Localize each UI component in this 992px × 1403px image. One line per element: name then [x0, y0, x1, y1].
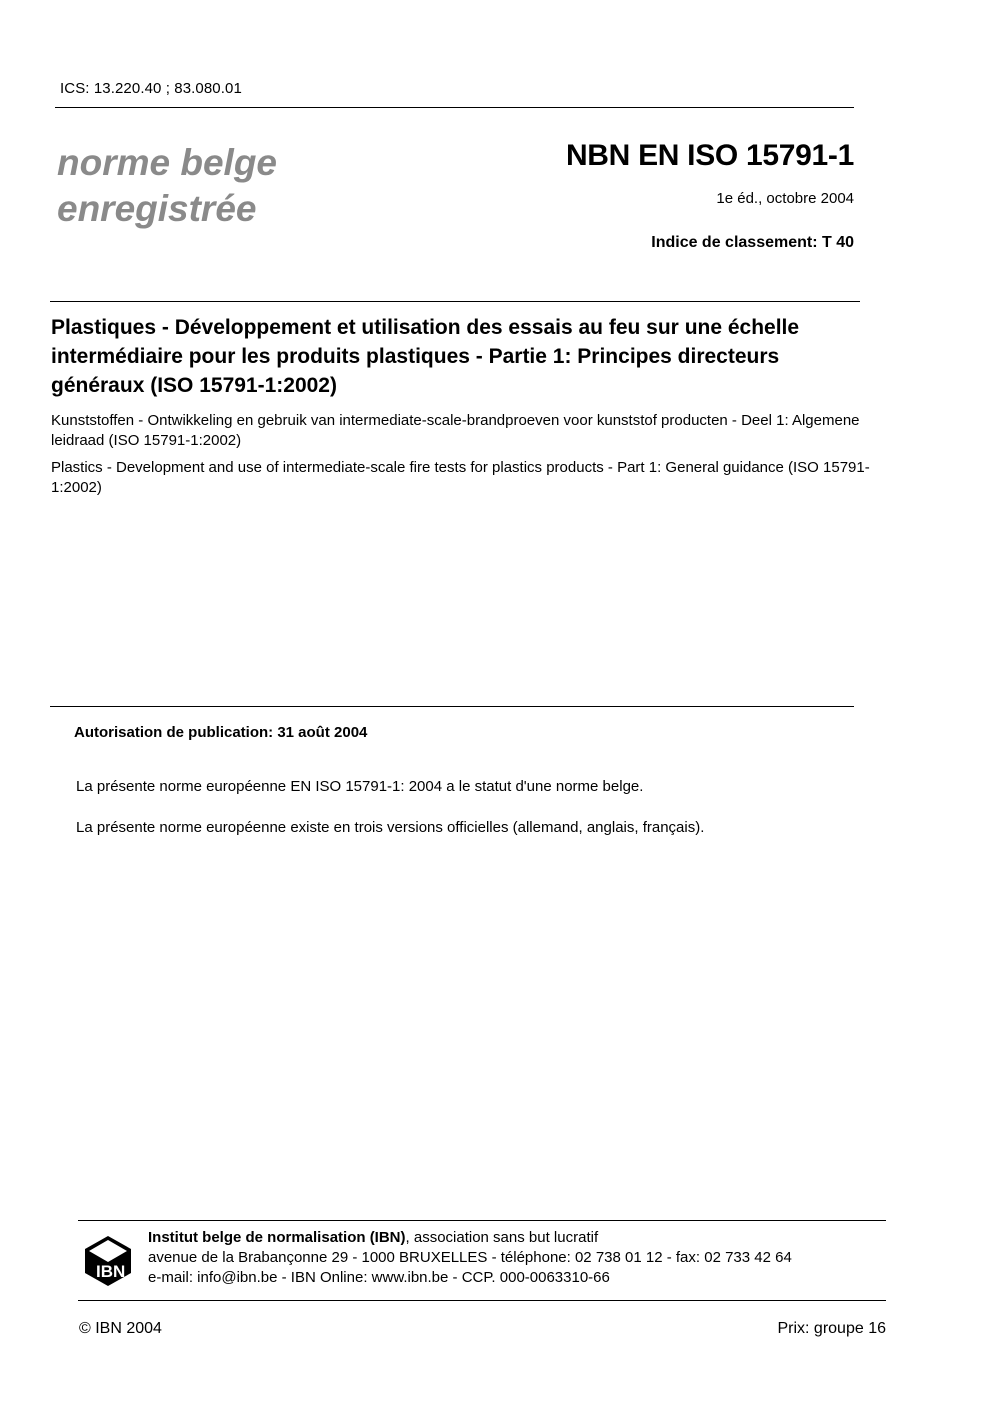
- ibn-logo-icon: [83, 1235, 133, 1287]
- edition-date: 1e éd., octobre 2004: [716, 190, 854, 207]
- divider-footer-bottom: [78, 1300, 886, 1301]
- divider-title: [50, 301, 860, 302]
- institute-name: Institut belge de normalisation (IBN): [148, 1229, 406, 1246]
- title-dutch: Kunststoffen - Ontwikkeling en gebruik van intermediate-scale-brandproeven voor kunststof producten - Deel 1: Algemene leidraad (ISO 15791-1:2002): [51, 412, 860, 449]
- classification-index: Indice de classement: T 40: [651, 234, 854, 251]
- versions-note: La présente norme européenne existe en trois versions officielles (allemand, anglais, français).: [76, 819, 705, 836]
- title-french: Plastiques - Développement et utilisation des essais au feu sur une échelle intermédiaire pour les produits plastiques - Partie 1: Principes directeurs généraux (ISO 15791-1:2002): [51, 316, 800, 397]
- brand-line-2: enregistrée: [57, 188, 257, 229]
- title-english: Plastics - Development and use of intermediate-scale fire tests for plastics products - Part 1: General guidance (ISO 15791-1:2002): [51, 459, 870, 496]
- brand-line-1: norme belge: [57, 142, 277, 183]
- institute-heading: [148, 1228, 792, 1248]
- price-group: Prix: groupe 16: [777, 1320, 886, 1337]
- divider-publication: [50, 706, 854, 707]
- divider-footer-top: [78, 1220, 886, 1221]
- divider-top: [55, 107, 854, 108]
- status-note: La présente norme européenne EN ISO 15791-1: 2004 a le statut d'une norme belge.: [76, 778, 644, 795]
- standard-number: NBN EN ISO 15791-1: [565, 139, 854, 172]
- institute-info: [148, 1228, 792, 1288]
- institute-description: , association sans but lucratif: [405, 1229, 599, 1246]
- institute-address: avenue de la Brabançonne 29 - 1000 BRUXELLES - téléphone: 02 738 01 12 - fax: 02 733 42 64: [148, 1249, 792, 1266]
- copyright: © IBN 2004: [79, 1320, 162, 1337]
- logo-text: IBN: [96, 1262, 126, 1281]
- institute-contact: e-mail: info@ibn.be - IBN Online: www.ibn.be - CCP. 000-0063310-66: [148, 1269, 610, 1286]
- publication-authorization: Autorisation de publication: 31 août 2004: [74, 724, 368, 741]
- ics-code: ICS: 13.220.40 ; 83.080.01: [60, 80, 242, 97]
